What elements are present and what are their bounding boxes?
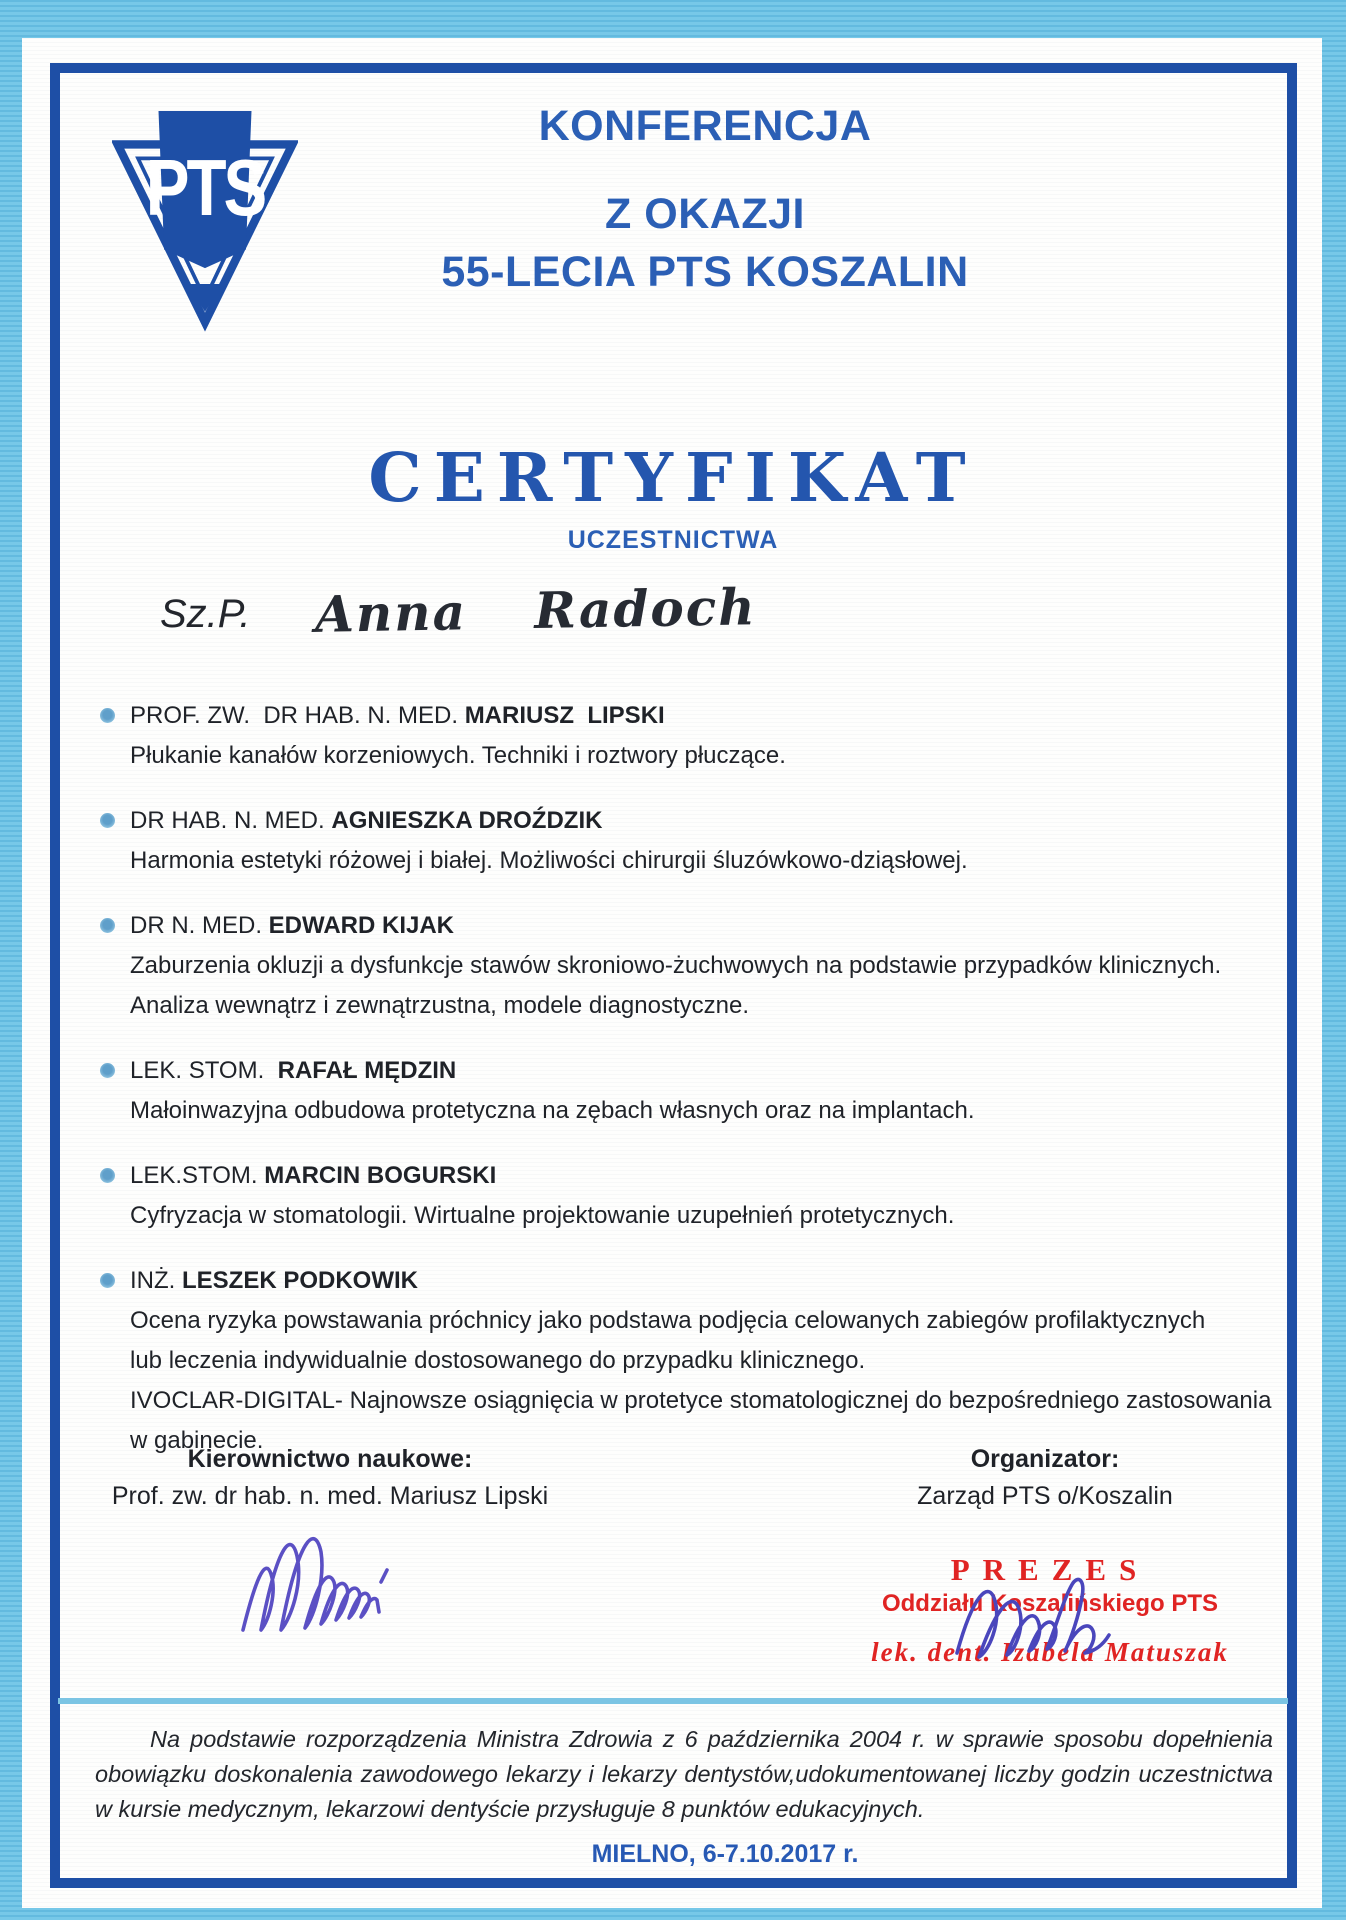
conference-title-line1: KONFERENCJA <box>538 102 872 150</box>
speaker-titles: LEK.STOM. <box>130 1162 265 1189</box>
lecture-list <box>98 696 1288 1486</box>
place-and-date: MIELNO, 6-7.10.2017 r. <box>591 1840 859 1868</box>
lecture-topic: Małoinwazyjna odbudowa protetyczna na zębach własnych oraz na implantach. <box>130 1097 975 1124</box>
scientific-lead-name: Prof. zw. dr hab. n. med. Mariusz Lipski <box>111 1482 549 1510</box>
bullet-icon <box>100 1168 115 1183</box>
lecture-speaker <box>130 1261 1288 1301</box>
legal-note: Na podstawie rozporządzenia Ministra Zdrowia z 6 października 2004 r. w sprawie sposobu dopełnienia obowiązku doskonalenia zawodowego lekarzy i lekarzy dentystów,udokumentowanej liczby godzin uczestnictwa w kursie medycznym, lekarzowi dentyście przysługuje 8 punktów edukacyjnych. <box>95 1726 1273 1822</box>
salutation-label: Sz.P. <box>160 592 251 636</box>
speaker-name: EDWARD KIJAK <box>268 912 455 939</box>
stamp-title: PREZES <box>950 1552 1150 1587</box>
president-signature-icon <box>945 1565 1215 1675</box>
lecture-topic: IVOCLAR-DIGITAL- Najnowsze osiągnięcia w protetyce stomatologicznej do bezpośredniego zastosowania <box>130 1387 1272 1414</box>
organizer-name: Zarząd PTS o/Koszalin <box>917 1482 1173 1510</box>
speaker-titles: LEK. STOM. <box>130 1057 278 1084</box>
lecture-item <box>98 1156 1288 1236</box>
lecture-item <box>98 906 1288 1026</box>
lecture-speaker <box>130 1051 1288 1091</box>
speaker-titles: PROF. ZW. DR HAB. N. MED. <box>130 702 465 729</box>
bullet-icon <box>100 813 115 828</box>
stamp-branch: Oddziału Koszalińskiego PTS <box>881 1590 1219 1617</box>
speaker-name: LESZEK PODKOWIK <box>182 1267 419 1294</box>
speaker-titles: DR N. MED. <box>130 912 269 939</box>
lecture-speaker <box>130 801 1288 841</box>
stamp-president-name: lek. dent. Izabela Matuszak <box>871 1637 1229 1667</box>
lecture-speaker <box>130 1156 1288 1196</box>
lecture-topic: Harmonia estetyki różowej i białej. Możliwości chirurgii śluzówkowo-dziąsłowej. <box>130 847 968 874</box>
lecture-topic: lub leczenia indywidualnie dostosowanego do przypadku klinicznego. <box>130 1347 866 1374</box>
lecture-topic: Zaburzenia okluzji a dysfunkcje stawów skroniowo-żuchwowych na podstawie przypadków klinicznych. <box>130 952 1222 979</box>
lecture-speaker <box>130 906 1288 946</box>
lecture-item <box>98 801 1288 881</box>
speaker-name: AGNIESZKA DROŹDZIK <box>331 807 603 834</box>
lecture-topic: Ocena ryzyka powstawania próchnicy jako podstawa podjęcia celowanych zabiegów profilaktycznych <box>130 1307 1206 1334</box>
footer-divider <box>58 1698 1288 1704</box>
scientific-lead-heading: Kierownictwo naukowe: <box>187 1445 473 1473</box>
organizer-heading: Organizator: <box>970 1445 1120 1473</box>
lecture-topic: Płukanie kanałów korzeniowych. Techniki i roztwory płuczące. <box>130 742 786 769</box>
lecture-item <box>98 1051 1288 1131</box>
certificate-title: CERTYFIKAT <box>368 438 978 517</box>
speaker-name: MARIUSZ LIPSKI <box>464 702 665 729</box>
conference-title-line3: 55-LECIA PTS KOSZALIN <box>441 248 969 296</box>
speaker-titles: DR HAB. N. MED. <box>130 807 332 834</box>
bullet-icon <box>100 708 115 723</box>
lead-signature-icon <box>225 1512 495 1652</box>
bullet-icon <box>100 1063 115 1078</box>
speaker-titles: INŻ. <box>130 1267 182 1294</box>
lecture-topic: Analiza wewnątrz i zewnątrzustna, modele diagnostyczne. <box>130 992 749 1019</box>
speaker-name: MARCIN BOGURSKI <box>264 1162 497 1189</box>
lecture-topic: w gabinecie. <box>130 1427 264 1454</box>
lecture-topic: Cyfryzacja w stomatologii. Wirtualne projektowanie uzupełnień protetycznych. <box>130 1202 955 1229</box>
bullet-icon <box>100 918 115 933</box>
bullet-icon <box>100 1273 115 1288</box>
recipient-name-handwritten: Anna Radoch <box>314 577 758 644</box>
certificate-subtitle: UCZESTNICTWA <box>567 526 779 554</box>
pts-logo-text: PTS <box>145 144 265 233</box>
lecture-item <box>98 1261 1288 1461</box>
conference-title-line2: Z OKAZJI <box>605 190 805 238</box>
speaker-name: RAFAŁ MĘDZIN <box>277 1057 457 1084</box>
lecture-item <box>98 696 1288 776</box>
pts-logo-icon <box>112 98 298 336</box>
lecture-speaker <box>130 696 1288 736</box>
